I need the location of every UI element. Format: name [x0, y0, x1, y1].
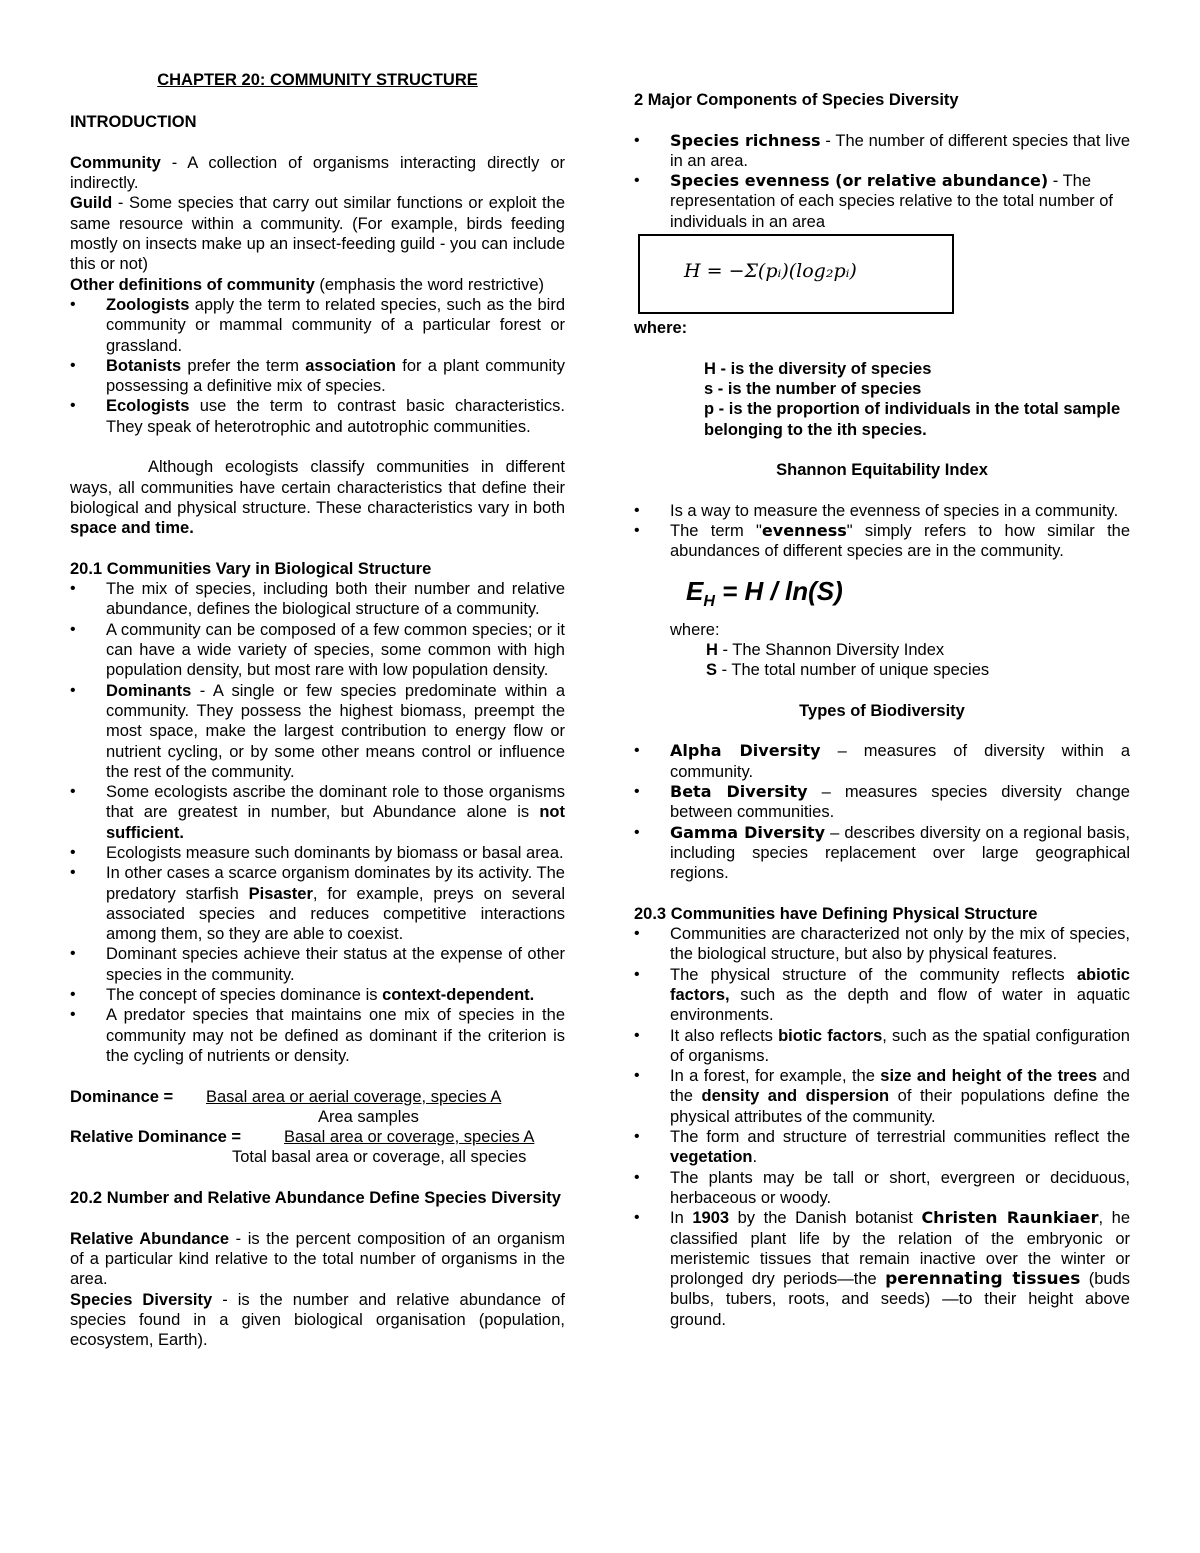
list-item: • A community can be composed of a few common species; or it can have a wide variety of species, some common with high population density, but most rare with low population density. — [70, 620, 565, 681]
list-item — [634, 965, 1130, 1026]
ecologists-text: use the term to contrast basic characteristics. They speak of heterotrophic and autotrophic communities. — [106, 397, 565, 436]
rel-dominance-numerator: Basal area or coverage, species A — [284, 1128, 535, 1147]
botanists-term: Botanists — [106, 356, 182, 375]
list-item — [634, 521, 1130, 562]
rel-dominance-denominator: Total basal area or coverage, all species — [232, 1148, 527, 1167]
left-column — [70, 70, 565, 1350]
section-20-1-list — [70, 579, 565, 1066]
forest-text-b: and the — [670, 1067, 1130, 1106]
evenness-bold: evenness — [761, 521, 847, 541]
relative-abundance-def: - is the percent composition of an organism of a particular kind relative to the total number of organisms in the area. — [70, 1229, 565, 1289]
list-item — [70, 863, 565, 944]
where2-s-text: - The total number of unique species — [717, 661, 990, 680]
where2-label: where: — [670, 620, 720, 639]
section-20-3-heading: 20.3 Communities have Defining Physical Structure — [634, 904, 1038, 923]
list-item — [634, 1127, 1130, 1168]
list-item — [634, 1208, 1130, 1330]
list-item — [634, 1066, 1130, 1127]
raunkiaer-text-b: by the Danish botanist — [729, 1209, 922, 1228]
other-defs-note: (emphasis the word restrictive) — [314, 275, 545, 294]
gamma-term: Gamma Diversity — [670, 822, 826, 842]
forest-text-c: of their populations define the physical attributes of the community. — [670, 1087, 1130, 1126]
where-p: p - is the proportion of individuals in the total sample belonging to the ith species. — [704, 400, 1121, 439]
alpha-def: – measures of diversity within a community. — [670, 742, 1131, 781]
list-item — [70, 681, 565, 782]
components-heading: 2 Major Components of Species Diversity — [634, 91, 959, 109]
rel-dominance-label: Relative Dominance = — [70, 1128, 242, 1147]
shannon-formula-svg — [640, 236, 952, 312]
list-item — [634, 131, 1130, 172]
evenness-text-a: The term " — [670, 522, 762, 541]
richness-term: Species richness — [670, 130, 821, 150]
zoologists-term: Zoologists — [106, 295, 190, 314]
list-item: • The mix of species, including both their number and relative abundance, defines the biological structure of a community. — [70, 579, 565, 620]
vegetation-text-a: The form and structure of terrestrial communities reflect the — [670, 1128, 1130, 1147]
relative-abundance-definition — [70, 1229, 565, 1290]
list-item: • Is a way to measure the evenness of species in a community. — [634, 501, 1130, 521]
equitability-list — [634, 501, 1130, 562]
abiotic-text-a: The physical structure of the community reflects — [670, 965, 1077, 984]
abiotic-text-b: such as the depth and flow of water in aquatic environments. — [670, 985, 1130, 1025]
scarce-text: In other cases a scarce organism dominates by its activity. The predatory starfish — [106, 864, 565, 903]
botanists-text-b: for a plant community possessing a definitive mix of species. — [106, 356, 565, 396]
list-item — [634, 1026, 1130, 1067]
shannon-formula-image — [638, 234, 954, 314]
beta-term: Beta Diversity — [670, 782, 808, 802]
equitability-heading: Shannon Equitability Index — [776, 461, 988, 480]
pisaster-term: Pisaster — [248, 884, 313, 903]
ecologists-term: Ecologists — [106, 397, 190, 416]
list-item — [70, 356, 565, 397]
where-h: H - is the diversity of species — [704, 359, 932, 378]
where2-h-text: - The Shannon Diversity Index — [717, 640, 945, 659]
where-s: s - is the number of species — [704, 379, 922, 398]
list-item: • Communities are characterized not only by the mix of species, the biological structure, but also by physical features. — [634, 924, 1130, 965]
equitability-formula — [634, 562, 1130, 608]
definitions-list — [70, 295, 565, 437]
list-item — [634, 741, 1130, 782]
species-diversity-term: Species Diversity — [70, 1290, 213, 1309]
raunkiaer-name: Christen Raunkiaer — [921, 1208, 1099, 1228]
although-paragraph — [70, 457, 565, 538]
species-diversity-def: - is the number and relative abundance of species found in a given biological organisation (population, ecosystem, Earth). — [70, 1290, 565, 1350]
list-item: • The plants may be tall or short, evergreen or deciduous, herbaceous or woody. — [634, 1168, 1130, 1209]
components-list — [634, 131, 1130, 232]
biotic-bold: biotic factors — [778, 1026, 883, 1045]
concept-text: The concept of species dominance is — [106, 986, 383, 1005]
shannon-formula-text: H = −Σ(pᵢ)(log₂pᵢ) — [684, 260, 857, 283]
list-item — [70, 782, 565, 843]
alpha-term: Alpha Diversity — [670, 741, 821, 761]
list-item — [634, 782, 1130, 823]
abiotic-bold: abiotic factors, — [670, 965, 1130, 1004]
where-label: where: — [634, 319, 688, 338]
dominants-text: - A single or few species predominate within a community. They possess the highest biomass, preempt the most space, make the largest contribution to energy flow or nutrient cycling, or by some other means control or influence the rest of the community. — [106, 681, 565, 781]
community-term: Community — [70, 153, 161, 172]
biotic-text-a: It also reflects — [670, 1026, 779, 1045]
year-1903-bold: 1903 — [692, 1209, 730, 1228]
list-item — [70, 985, 565, 1005]
where2-s-term: S — [706, 661, 718, 680]
perennating-tissues-bold: perennating tissues — [885, 1269, 1081, 1290]
raunkiaer-text-d: (buds bulbs, tubers, roots, and seeds) —to their height above ground. — [670, 1270, 1130, 1329]
biotic-text-b: , such as the spatial configuration of organisms. — [670, 1026, 1130, 1065]
association-term: association — [305, 356, 397, 375]
section-20-3-list — [634, 924, 1130, 1330]
equitability-formula-text — [686, 576, 843, 617]
list-item — [634, 823, 1130, 884]
section-20-2-heading: 20.2 Number and Relative Abundance Define Species Diversity — [70, 1189, 561, 1208]
dominance-formula-row — [70, 1087, 565, 1107]
beta-def: – measures species diversity change between communities. — [670, 783, 1130, 822]
intro-heading: INTRODUCTION — [70, 113, 197, 132]
where-definitions — [634, 359, 1130, 440]
raunkiaer-text-c: , he classified plant life by the relation of the embryonic or meristemic tissues that remain inactive over the winter or prolonged dry periods—the — [670, 1209, 1130, 1289]
types-list — [634, 741, 1130, 883]
evenness-text-b: " simply refers to how similar the abundances of different species are in the community. — [670, 522, 1131, 561]
botanists-text: prefer the term — [181, 356, 306, 375]
vegetation-text-b: . — [752, 1148, 758, 1167]
dominance-label: Dominance = — [70, 1087, 174, 1106]
types-heading: Types of Biodiversity — [799, 701, 965, 720]
eh-sub: H — [703, 592, 715, 610]
raunkiaer-text-a: In — [670, 1209, 693, 1228]
list-item: • Ecologists measure such dominants by biomass or basal area. — [70, 843, 565, 863]
guild-definition — [70, 193, 565, 274]
eh-e: E — [686, 575, 704, 606]
species-diversity-definition — [70, 1290, 565, 1351]
rel-dominance-denominator-row — [70, 1147, 565, 1167]
right-column — [634, 90, 1130, 1330]
dominance-denominator: Area samples — [318, 1107, 419, 1126]
eh-rest: = H / ln(S) — [714, 575, 843, 606]
rel-dominance-formula-row — [70, 1127, 565, 1147]
although-bold: space and time. — [70, 519, 194, 538]
evenness-term: Species evenness (or relative abundance) — [670, 171, 1049, 191]
size-height-bold: size and height of the trees — [880, 1067, 1098, 1086]
guild-def: - Some species that carry out similar functions or exploit the same resource within a community. (For example, birds feeding mostly on insects make up an insect-feeding guild - you can include this or not) — [70, 194, 565, 274]
list-item — [634, 171, 1130, 232]
relative-abundance-term: Relative Abundance — [70, 1229, 230, 1248]
section-20-1-heading: 20.1 Communities Vary in Biological Structure — [70, 559, 432, 578]
list-item: • A predator species that maintains one mix of species in the community may not be defined as dominant if the criterion is the cycling of nutrients or density. — [70, 1005, 565, 1066]
community-definition — [70, 153, 565, 194]
abundance-text: Some ecologists ascribe the dominant role to those organisms that are greatest in number, but Abundance alone is — [106, 783, 565, 822]
dominants-term: Dominants — [106, 681, 192, 700]
list-item — [70, 396, 565, 437]
list-item — [70, 295, 565, 356]
other-defs-term: Other definitions of community — [70, 275, 315, 294]
although-text: Although ecologists classify communities in different ways, all communities have certain characteristics that define their biological and physical structure. These characteristics vary in both — [70, 458, 565, 517]
dominance-numerator: Basal area or aerial coverage, species A — [206, 1087, 502, 1106]
list-item: • Dominant species achieve their status at the expense of other species in the community. — [70, 944, 565, 985]
not-sufficient-bold: not sufficient. — [106, 803, 565, 842]
community-def: - A collection of organisms interacting directly or indirectly. — [70, 153, 565, 193]
richness-def: - The number of different species that live in an area. — [670, 131, 1131, 170]
zoologists-text: apply the term to related species, such as the bird community or mammal community of a particular forest or grassland. — [106, 295, 565, 355]
guild-term: Guild — [70, 194, 113, 213]
dominance-denominator-row — [70, 1107, 565, 1127]
other-definitions — [70, 275, 565, 295]
chapter-title: CHAPTER 20: COMMUNITY STRUCTURE — [157, 71, 478, 89]
context-dependent-bold: context-dependent. — [382, 986, 535, 1005]
where2-h-term: H — [706, 640, 718, 659]
where2-h — [634, 640, 1130, 660]
gamma-def: – describes diversity on a regional basis, including species replacement over large geographical regions. — [670, 823, 1130, 883]
density-dispersion-bold: density and dispersion — [701, 1087, 890, 1106]
evenness-def: - The representation of each species relative to the total number of individuals in an area — [670, 172, 1114, 231]
vegetation-bold: vegetation — [670, 1148, 753, 1167]
forest-text-a: In a forest, for example, the — [670, 1067, 881, 1086]
pisaster-text: , for example, preys on several associated species and reduces competitive interactions among them, so they are able to coexist. — [106, 884, 565, 944]
where2-s — [634, 660, 1130, 680]
